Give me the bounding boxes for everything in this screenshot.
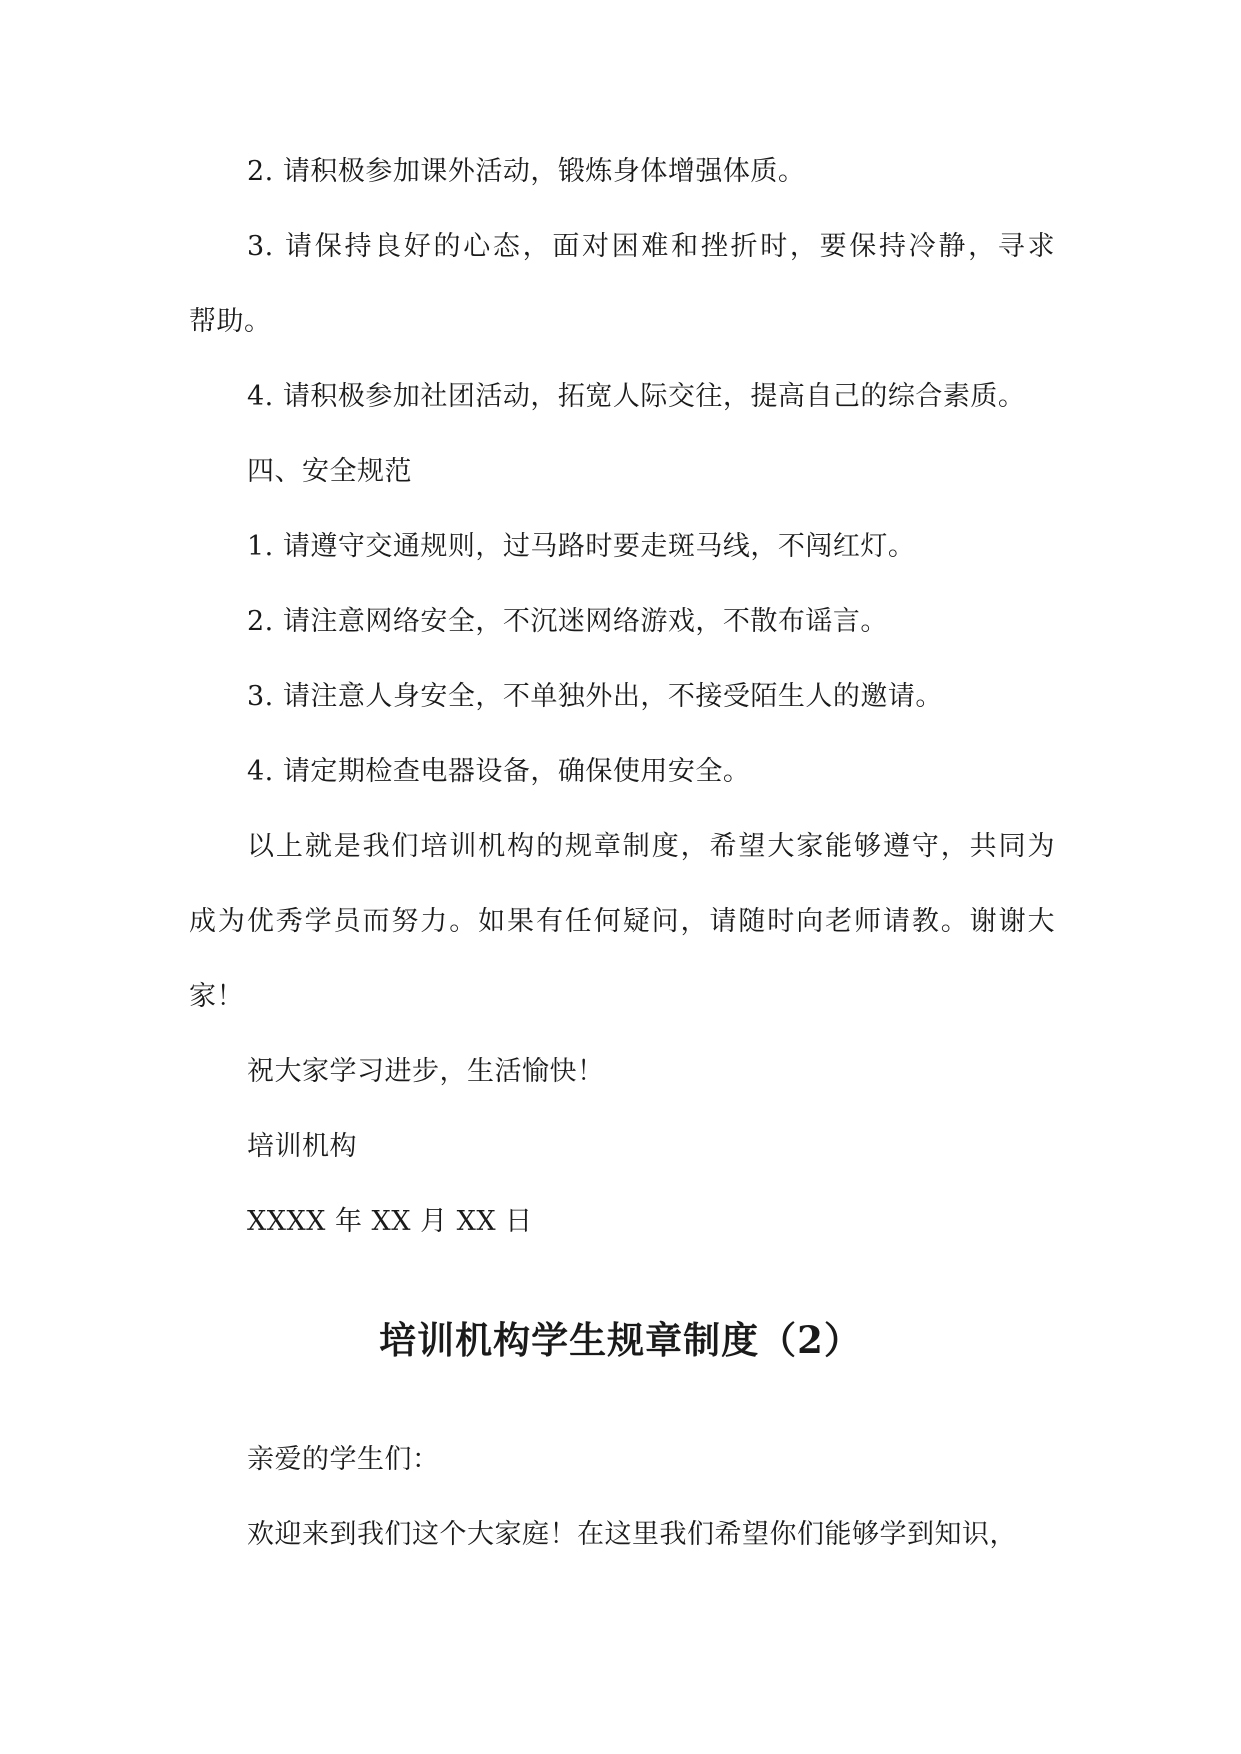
paragraph-line: 2. 请注意网络安全，不沉迷网络游戏，不散布谣言。 [247,606,888,637]
section-heading: 四、安全规范 [247,456,412,487]
paragraph-line: 1. 请遵守交通规则，过马路时要走斑马线，不闯红灯。 [247,531,916,562]
paragraph-line: 3. 请保持良好的心态，面对困难和挫折时，要保持冷静，寻求 [247,231,1055,262]
paragraph-line: 4. 请定期检查电器设备，确保使用安全。 [247,756,751,787]
closing-line: 祝大家学习进步，生活愉快！ [247,1056,605,1087]
paragraph-line: 成为优秀学员而努力。如果有任何疑问，请随时向老师请教。谢谢大 [189,906,1055,937]
paragraph-line: 以上就是我们培训机构的规章制度，希望大家能够遵守，共同为 [247,831,1055,862]
document-title: 培训机构学生规章制度（2） [379,1318,862,1362]
paragraph-line: 家！ [189,981,244,1012]
paragraph-line: 2. 请积极参加课外活动，锻炼身体增强体质。 [247,156,806,187]
paragraph-line: 4. 请积极参加社团活动，拓宽人际交往，提高自己的综合素质。 [247,381,1026,412]
paragraph-line: 帮助。 [189,306,272,337]
paragraph-line: 欢迎来到我们这个大家庭！在这里我们希望你们能够学到知识， [247,1519,1017,1550]
greeting-line: 亲爱的学生们： [247,1444,440,1475]
signature-date: XXXX 年 XX 月 XX 日 [247,1206,533,1237]
signature-org: 培训机构 [247,1131,357,1162]
paragraph-line: 3. 请注意人身安全，不单独外出，不接受陌生人的邀请。 [247,681,943,712]
